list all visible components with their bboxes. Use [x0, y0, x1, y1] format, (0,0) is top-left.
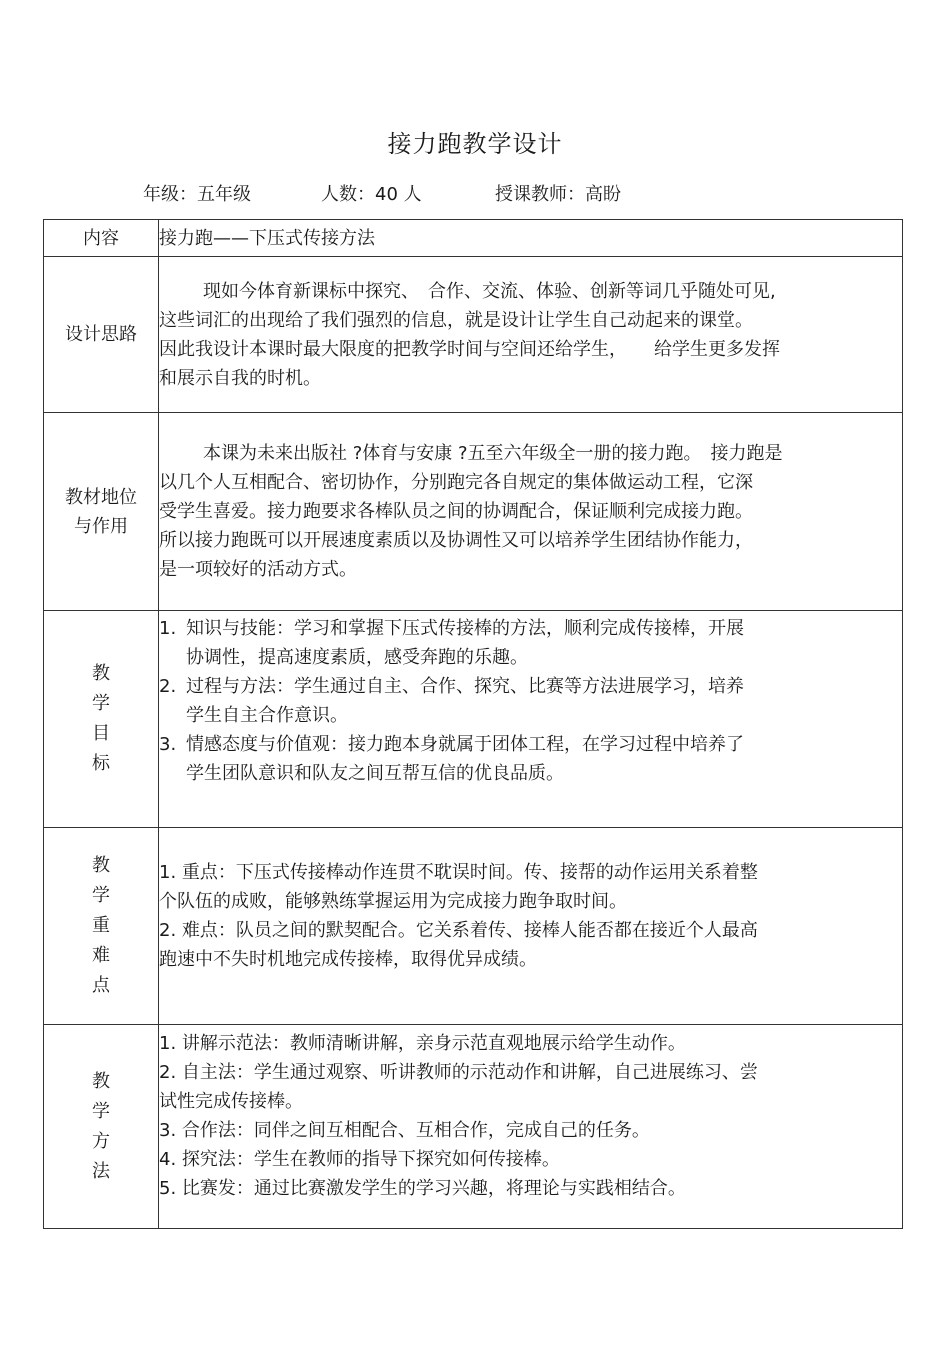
position-label-line: 教材地位	[65, 486, 137, 508]
position-line: 是一项较好的活动方式。	[159, 559, 357, 580]
goal-number: 1.	[159, 618, 177, 639]
teacher-info: 授课教师：高盼	[495, 184, 621, 205]
row-goals	[44, 611, 903, 828]
keypoints-label	[44, 828, 159, 1025]
position-label	[44, 413, 159, 611]
content-label: 内容	[44, 220, 159, 257]
goal-item	[159, 672, 902, 730]
design-line: 现如今体育新课标中探究、 合作、交流、体验、创新等词几乎随处可见,	[203, 280, 776, 302]
goals-label	[44, 611, 159, 828]
keypoints-label-char: 学	[92, 885, 110, 906]
keypoints-text	[159, 828, 903, 1025]
methods-line: 5. 比赛发：通过比赛激发学生的学习兴趣，将理论与实践相结合。	[159, 1178, 686, 1199]
goal-line: 情感态度与价值观：接力跑本身就属于团体工程，在学习过程中培养了	[186, 734, 744, 755]
position-text	[159, 413, 903, 611]
row-content	[44, 220, 903, 257]
goals-label-char: 目	[92, 723, 110, 744]
methods-label	[44, 1025, 159, 1229]
lesson-plan-table	[43, 219, 903, 1229]
student-count: 人数：40 人	[321, 184, 422, 205]
methods-label-char: 教	[92, 1070, 110, 1092]
row-position	[44, 413, 903, 611]
methods-label-char: 方	[92, 1130, 110, 1152]
goals-label-char: 学	[92, 693, 110, 714]
document-title: 接力跑教学设计	[387, 130, 563, 158]
methods-line: 2. 自主法：学生通过观察、听讲教师的示范动作和讲解，自己进展练习、尝	[159, 1062, 758, 1083]
position-label-line: 与作用	[74, 515, 128, 537]
goal-line: 学生团队意识和队友之间互帮互信的优良品质。	[186, 763, 564, 784]
keypoints-label-char: 点	[92, 975, 110, 996]
design-text	[159, 257, 903, 413]
position-line: 受学生喜爱。接力跑要求各棒队员之间的协调配合，保证顺利完成接力跑。	[159, 501, 753, 522]
content-text: 接力跑——下压式传接方法	[159, 220, 903, 257]
goal-line: 协调性，提高速度素质，感受奔跑的乐趣。	[186, 647, 528, 668]
design-line: 和展示自我的时机。	[159, 367, 321, 389]
goal-item	[159, 614, 902, 672]
methods-line: 1. 讲解示范法：教师清晰讲解，亲身示范直观地展示给学生动作。	[159, 1033, 686, 1054]
position-line: 以几个人互相配合、密切协作，分别跑完各自规定的集体做运动工程，它深	[159, 472, 753, 493]
row-design	[44, 257, 903, 413]
keypoints-label-char: 重	[92, 915, 110, 936]
position-line: 所以接力跑既可以开展速度素质以及协调性又可以培养学生团结协作能力，	[159, 530, 753, 551]
methods-line: 试性完成传接棒。	[159, 1091, 303, 1112]
keypoints-line: 1. 重点：下压式传接棒动作连贯不耽误时间。传、接帮的动作运用关系着整	[159, 862, 758, 883]
row-keypoints	[44, 828, 903, 1025]
goals-text	[159, 611, 903, 828]
methods-line: 4. 探究法：学生在教师的指导下探究如何传接棒。	[159, 1149, 560, 1170]
keypoints-label-char: 难	[92, 945, 110, 966]
goal-line: 学生自主合作意识。	[186, 705, 348, 726]
goals-label-char: 标	[92, 753, 110, 774]
row-methods	[44, 1025, 903, 1229]
position-line: 本课为未来出版社 ?体育与安康 ?五至六年级全一册的接力跑。 接力跑是	[203, 443, 783, 464]
methods-line: 3. 合作法：同伴之间互相配合、互相合作，完成自己的任务。	[159, 1120, 650, 1141]
goal-number: 2.	[159, 676, 177, 697]
methods-label-char: 法	[92, 1160, 110, 1182]
methods-text	[159, 1025, 903, 1229]
goal-line: 知识与技能：学习和掌握下压式传接棒的方法，顺利完成传接棒，开展	[186, 618, 744, 639]
design-line: 因此我设计本课时最大限度的把教学时间与空间还给学生， 给学生更多发挥	[159, 338, 780, 360]
goals-label-char: 教	[92, 663, 110, 684]
keypoints-line: 跑速中不失时机地完成传接棒，取得优异成绩。	[159, 949, 537, 970]
grade-info: 年级：五年级	[143, 184, 251, 205]
keypoints-line: 2. 难点：队员之间的默契配合。它关系着传、接棒人能否都在接近个人最高	[159, 920, 758, 941]
keypoints-line: 个队伍的成败，能够熟练掌握运用为完成接力跑争取时间。	[159, 891, 627, 912]
keypoints-label-char: 教	[92, 855, 110, 876]
goal-item	[159, 730, 902, 788]
design-line: 这些词汇的出现给了我们强烈的信息，就是设计让学生自己动起来的课堂。	[159, 309, 753, 331]
methods-label-char: 学	[92, 1100, 110, 1122]
goal-number: 3.	[159, 734, 177, 755]
design-label: 设计思路	[44, 257, 159, 413]
goal-line: 过程与方法：学生通过自主、合作、探究、比赛等方法进展学习，培养	[186, 676, 744, 697]
